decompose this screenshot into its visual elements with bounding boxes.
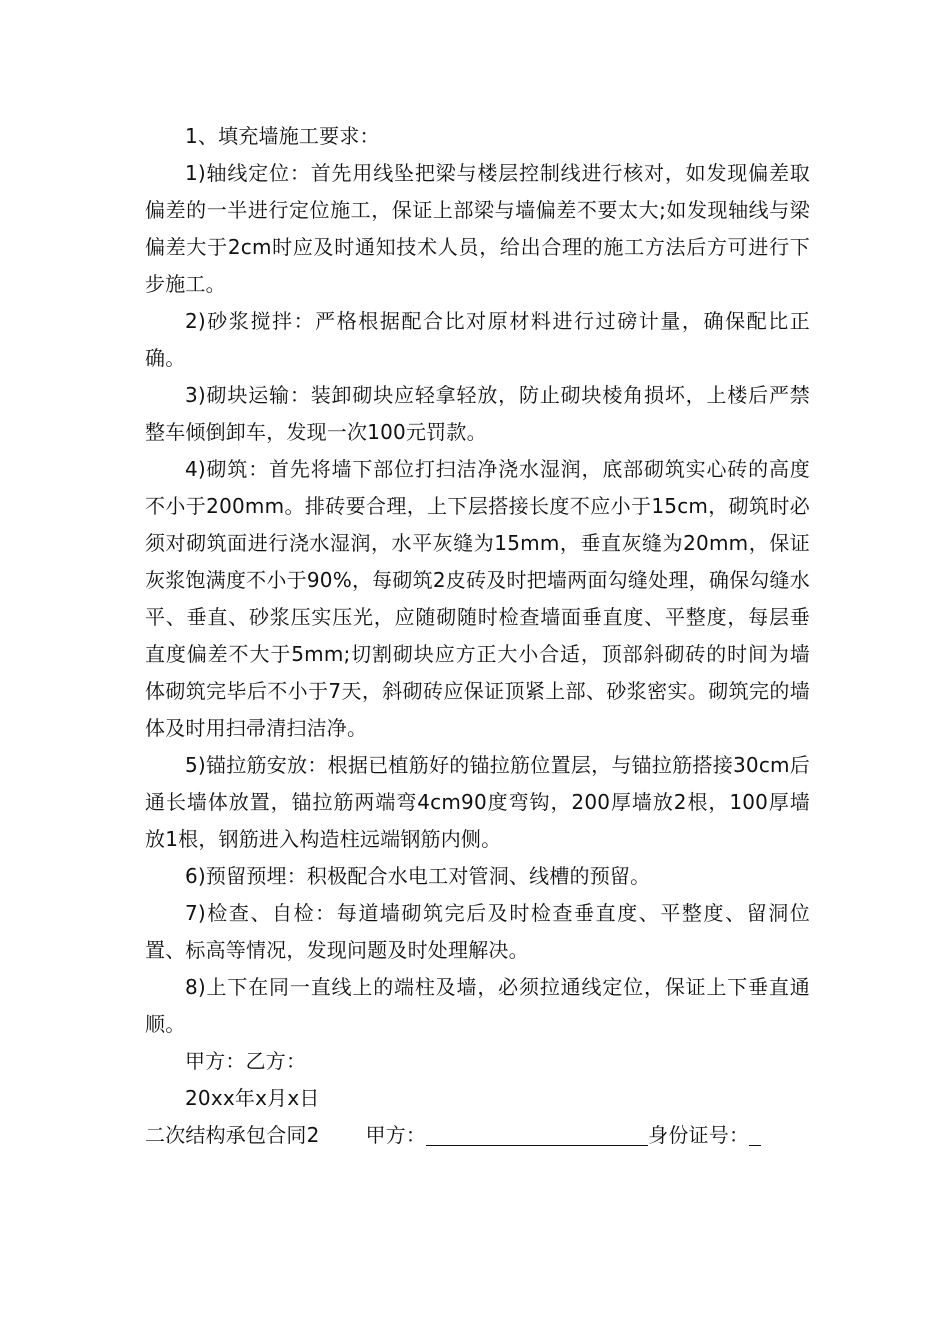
signature-parties: 甲方：乙方： (185, 1049, 307, 1073)
paragraph-axis-positioning: 1)轴线定位：首先用线坠把梁与楼层控制线进行核对，如发现偏差取偏差的一半进行定位施工，保证上部梁与墙偏差不要太大;如发现轴线与梁偏差大于2cm时应及时通知技术人员，给出合理的施工方法后方可进行下步施工。 (145, 161, 810, 296)
next-contract-header (145, 1117, 810, 1154)
contract-title: 二次结构承包合同2 (145, 1123, 320, 1147)
paragraph-embedded-parts: 6)预留预埋：积极配合水电工对管洞、线槽的预留。 (185, 864, 651, 888)
paragraph-alignment: 8)上下在同一直线上的端柱及墙，必须拉通线定位，保证上下垂直通顺。 (145, 975, 810, 1036)
section-heading: 1、填充墙施工要求： (185, 124, 380, 148)
id-number-label: 身份证号： (648, 1123, 750, 1147)
document-body (145, 118, 810, 1154)
paragraph-inspection: 7)检查、自检：每道墙砌筑完后及时检查垂直度、平整度、留洞位置、标高等情况，发现问题及时处理解决。 (145, 901, 810, 962)
party-a-label: 甲方： (365, 1123, 427, 1147)
paragraph-mortar-mixing: 2)砂浆搅拌：严格根据配合比对原材料进行过磅计量，确保配比正确。 (145, 309, 810, 370)
signature-date: 20xx年x月x日 (185, 1086, 320, 1110)
paragraph-masonry: 4)砌筑：首先将墙下部位打扫洁净浇水湿润，底部砌筑实心砖的高度不小于200mm。排砖要合理，上下层搭接长度不应小于15cm，砌筑时必须对砌筑面进行浇水湿润，水平灰缝为15mm，垂直灰缝为20mm，保证灰浆饱满度不小于90%，每砌筑2皮砖及时把墙两面勾缝处理，确保勾缝水平、垂直、砂浆压实压光，应随砌随时检查墙面垂直度、平整度，每层垂直度偏差不大于5mm;切割砌块应方正大小合适，顶部斜砌砖的时间为墙体砌筑完毕后不小于7天，斜砌砖应保证顶紧上部、砂浆密实。砌筑完的墙体及时用扫帚清扫洁净。 (145, 457, 810, 740)
id-number-blank (749, 1125, 761, 1146)
paragraph-block-transport: 3)砌块运输：装卸砌块应轻拿轻放，防止砌块棱角损坏，上楼后严禁整车倾倒卸车，发现一次100元罚款。 (145, 383, 810, 444)
paragraph-anchor-bars: 5)锚拉筋安放：根据已植筋好的锚拉筋位置层，与锚拉筋搭接30cm后通长墙体放置，锚拉筋两端弯4cm90度弯钩，200厚墙放2根，100厚墙放1根，钢筋进入构造柱远端钢筋内侧。 (145, 753, 810, 851)
party-a-blank (426, 1125, 648, 1146)
